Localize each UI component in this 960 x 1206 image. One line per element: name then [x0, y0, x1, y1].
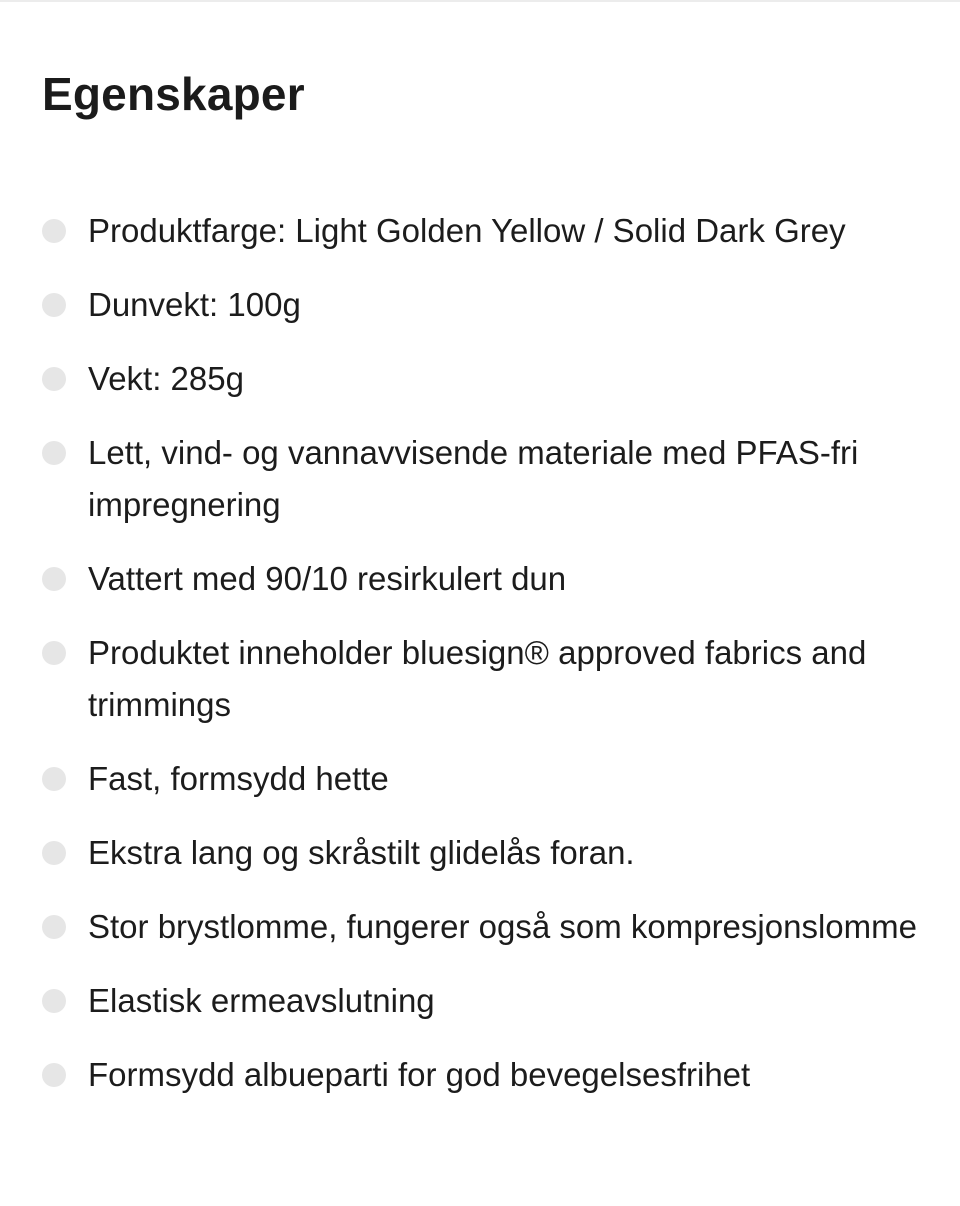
list-item-text: Vattert med 90/10 resirkulert dun — [88, 560, 567, 597]
list-item — [42, 627, 932, 731]
list-item — [42, 427, 932, 531]
bullet-dot-icon — [42, 367, 66, 391]
bullet-dot-icon — [42, 219, 66, 243]
list-item — [42, 753, 932, 805]
bullet-dot-icon — [42, 767, 66, 791]
list-item-text: Ekstra lang og skråstilt glidelås foran. — [88, 834, 635, 871]
list-item — [42, 1049, 932, 1101]
top-divider — [0, 0, 960, 2]
list-item — [42, 279, 932, 331]
list-item-text: Lett, vind- og vannavvisende materiale med PFAS-fri impregnering — [88, 434, 859, 523]
list-item — [42, 901, 932, 953]
feature-list — [42, 205, 932, 1101]
bullet-dot-icon — [42, 841, 66, 865]
bullet-dot-icon — [42, 567, 66, 591]
list-item-text: Vekt: 285g — [88, 360, 244, 397]
list-item-text: Fast, formsydd hette — [88, 760, 389, 797]
bullet-dot-icon — [42, 293, 66, 317]
list-item-text: Produktet inneholder bluesign® approved fabrics and trimmings — [88, 634, 867, 723]
list-item-text: Formsydd albueparti for god bevegelsesfrihet — [88, 1056, 751, 1093]
list-item-text: Produktfarge: Light Golden Yellow / Solid Dark Grey — [88, 212, 846, 249]
list-item — [42, 975, 932, 1027]
list-item — [42, 553, 932, 605]
list-item-text: Elastisk ermeavslutning — [88, 982, 435, 1019]
bullet-dot-icon — [42, 641, 66, 665]
list-item-text: Dunvekt: 100g — [88, 286, 301, 323]
list-item-text: Stor brystlomme, fungerer også som kompresjonslomme — [88, 908, 917, 945]
section-title: Egenskaper — [42, 68, 305, 120]
bullet-dot-icon — [42, 1063, 66, 1087]
list-item — [42, 827, 932, 879]
bullet-dot-icon — [42, 441, 66, 465]
list-item — [42, 205, 932, 257]
bullet-dot-icon — [42, 989, 66, 1013]
bullet-dot-icon — [42, 915, 66, 939]
properties-section — [42, 64, 932, 1123]
list-item — [42, 353, 932, 405]
